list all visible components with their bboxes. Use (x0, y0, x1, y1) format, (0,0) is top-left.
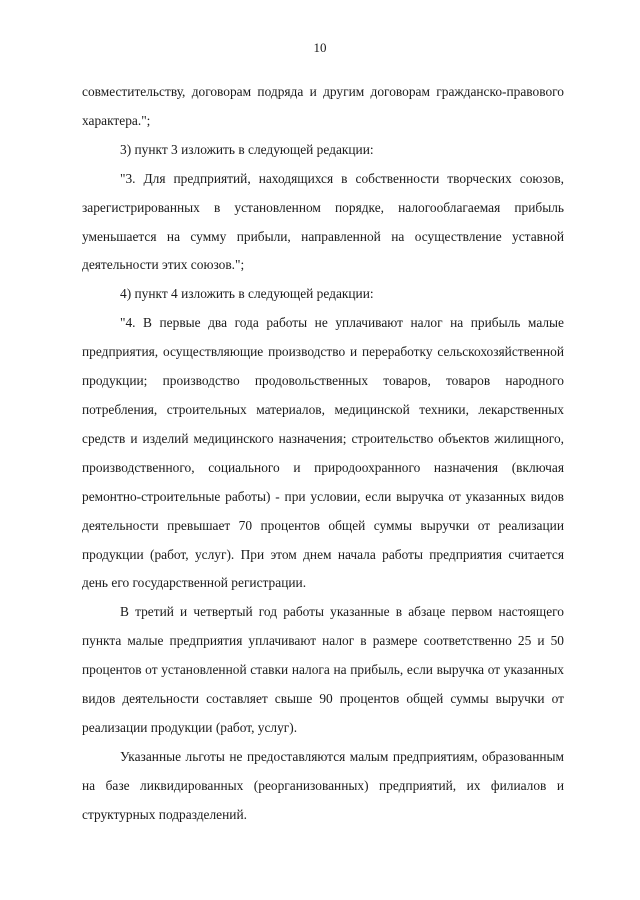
paragraph-exclusions: Указанные льготы не предоставляются малым предприятиям, образованным на базе ликвидированных (реорганизованных) предприятий, их филиалов и структурных подразделений. (82, 748, 564, 822)
document-body (82, 78, 564, 830)
paragraph-third-fourth-year: В третий и четвертый год работы указанные в абзаце первом настоящего пункта малые предприятия уплачивают налог в размере соответственно 25 и 50 процентов от установленной ставки налога на прибыль, если выручка от указанных видов деятельности составляет свыше 90 процентов общей суммы выручки от реализации продукции (работ, услуг). (82, 604, 564, 735)
paragraph-item-4-text: "4. В первые два года работы не уплачивают налог на прибыль малые предприятия, осуществляющие производство и переработку сельскохозяйственной продукции; производство продовольственных товаров, товаров народного потребления, строительных материалов, медицинской техники, лекарственных средств и изделий медицинского назначения; строительство объектов жилищного, производственного, социального и природоохранного назначения (включая ремонтно-строительные работы) - при условии, если выручка от указанных видов деятельности превышает 70 процентов общей суммы выручки от реализации продукции (работ, услуг). При этом днем начала работы предприятия считается день его государственной регистрации. (82, 315, 564, 591)
paragraph-continuation: совместительству, договорам подряда и другим договорам гражданско-правового характера."; (82, 84, 564, 128)
paragraph-item-3-heading: 3) пункт 3 изложить в следующей редакции: (120, 141, 374, 157)
paragraph-item-4-heading: 4) пункт 4 изложить в следующей редакции: (120, 286, 374, 302)
paragraph-item-3-text: "3. Для предприятий, находящихся в собственности творческих союзов, зарегистрированных в установленном порядке, налогооблагаемая прибыль уменьшается на сумму прибыли, направленной на осуществление уставной деятельности этих союзов."; (82, 170, 564, 273)
page-number: 10 (313, 40, 327, 55)
